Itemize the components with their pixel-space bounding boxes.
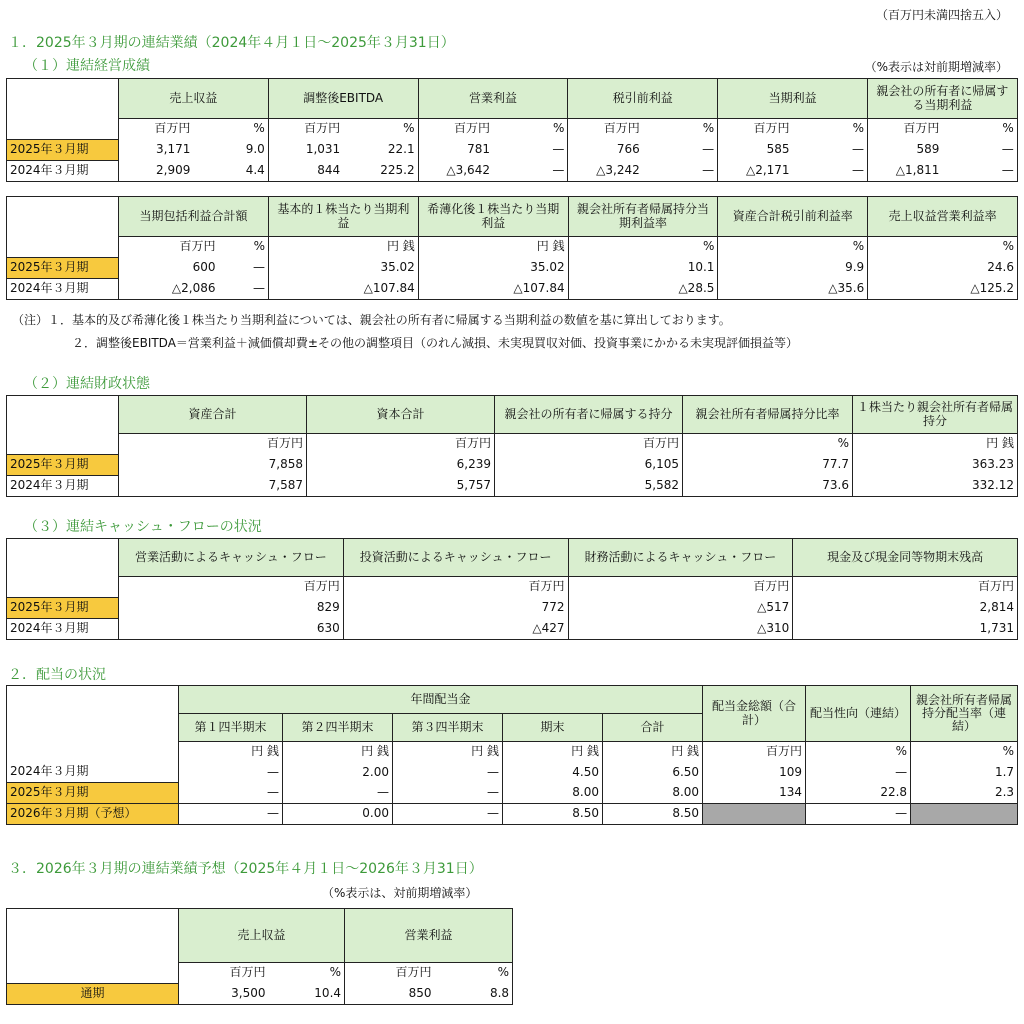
- value-cell: 600: [119, 257, 219, 278]
- value-cell: 8.00: [603, 783, 703, 804]
- value-cell: △125.2: [868, 278, 1018, 299]
- row-label: 通期: [7, 983, 179, 1004]
- header-cell: 基本的１株当たり当期利益: [269, 197, 419, 237]
- header-cell: 売上収益: [119, 79, 269, 119]
- value-cell: 3,500: [179, 983, 269, 1004]
- note-2: ２．調整後EBITDA＝営業利益＋減価償却費±その他の調整項目（のれん減損、未実現買収対価、投資事業にかかる未実現評価損益等）: [72, 336, 798, 350]
- row-label: 2024年３月期: [7, 762, 179, 783]
- sub2-title: （２）連結財政状態: [24, 376, 150, 392]
- value-cell: —: [393, 804, 503, 825]
- header-cell: 第２四半期末: [283, 714, 393, 742]
- value-cell: 225.2: [343, 160, 418, 181]
- header-cell: 売上収益営業利益率: [868, 197, 1018, 237]
- header-cell: 親会社所有者帰属持分配当率（連結）: [911, 686, 1018, 742]
- unit-cell: 円 銭: [503, 742, 603, 763]
- header-cell: 親会社所有者帰属持分当期利益率: [568, 197, 718, 237]
- unit-cell: 百万円: [793, 577, 1018, 598]
- value-cell: —: [806, 762, 911, 783]
- value-cell: —: [179, 804, 283, 825]
- value-cell: 363.23: [853, 454, 1018, 475]
- financial-position-table: [6, 395, 1018, 497]
- forecast-pct-note: （%表示は、対前期増減率）: [322, 886, 478, 900]
- value-cell: —: [793, 160, 868, 181]
- unit-cell: 百万円: [867, 119, 942, 140]
- header-cell: １株当たり親会社所有者帰属持分: [853, 396, 1018, 434]
- value-cell: 134: [703, 783, 806, 804]
- row-label: 2026年３月期（予想）: [7, 804, 179, 825]
- header-cell: 親会社の所有者に帰属する持分: [495, 396, 683, 434]
- value-cell: —: [493, 139, 568, 160]
- unit-cell: %: [868, 237, 1018, 258]
- row-label: 2025年３月期: [7, 454, 119, 475]
- row-label: 2025年３月期: [7, 597, 119, 618]
- value-cell: —: [393, 783, 503, 804]
- value-cell: 772: [343, 597, 568, 618]
- row-label: 2025年３月期: [7, 257, 119, 278]
- forecast-table: [6, 908, 513, 1005]
- annual-dividend-header: 年間配当金: [179, 686, 703, 714]
- unit-cell: %: [435, 963, 513, 984]
- value-cell: 6.50: [603, 762, 703, 783]
- unit-cell: 円 銭: [283, 742, 393, 763]
- value-cell: 8.8: [435, 983, 513, 1004]
- row-label: 2024年３月期: [7, 160, 119, 181]
- unit-cell: 円 銭: [418, 237, 568, 258]
- value-cell: —: [793, 139, 868, 160]
- value-cell: △107.84: [269, 278, 419, 299]
- pct-note: （%表示は対前期増減率）: [864, 60, 1008, 74]
- header-cell: 財務活動によるキャッシュ・フロー: [568, 539, 793, 577]
- value-cell: 6,239: [307, 454, 495, 475]
- sub3-title: （３）連結キャッシュ・フローの状況: [24, 519, 262, 535]
- row-label: 2025年３月期: [7, 783, 179, 804]
- value-cell: —: [283, 783, 393, 804]
- header-cell: 資本合計: [307, 396, 495, 434]
- value-cell: 7,587: [119, 475, 307, 496]
- value-cell: —: [942, 139, 1017, 160]
- header-cell: 合計: [603, 714, 703, 742]
- value-cell: 2.00: [283, 762, 393, 783]
- value-cell: 5,757: [307, 475, 495, 496]
- value-cell: 4.4: [193, 160, 268, 181]
- header-cell: 調整後EBITDA: [268, 79, 418, 119]
- value-cell: 8.00: [503, 783, 603, 804]
- value-cell: 22.8: [806, 783, 911, 804]
- header-cell: 希薄化後１株当たり当期利益: [418, 197, 568, 237]
- unit-cell: 百万円: [345, 963, 435, 984]
- header-cell: 営業利益: [418, 79, 568, 119]
- comprehensive-income-table: [6, 196, 1018, 300]
- header-cell: 親会社の所有者に帰属する当期利益: [867, 79, 1017, 119]
- unit-cell: %: [493, 119, 568, 140]
- row-label: 2025年３月期: [7, 139, 119, 160]
- value-cell: 2,814: [793, 597, 1018, 618]
- header-cell: 第３四半期末: [393, 714, 503, 742]
- unit-cell: 百万円: [568, 577, 793, 598]
- value-cell: 6,105: [495, 454, 683, 475]
- value-cell: △3,642: [418, 160, 493, 181]
- value-cell: 589: [867, 139, 942, 160]
- unit-cell: %: [793, 119, 868, 140]
- value-cell: 781: [418, 139, 493, 160]
- unit-cell: 百万円: [119, 434, 307, 455]
- unit-cell: %: [643, 119, 718, 140]
- value-cell: 0.00: [283, 804, 393, 825]
- value-cell: 850: [345, 983, 435, 1004]
- value-cell: 630: [119, 618, 344, 639]
- section2-title: ２．配当の状況: [8, 667, 106, 683]
- value-cell: △28.5: [568, 278, 718, 299]
- unit-cell: 百万円: [495, 434, 683, 455]
- dividends-table: [6, 685, 1018, 825]
- note-1: （注）１．基本的及び希薄化後１株当たり当期利益については、親会社の所有者に帰属する当期利益の数値を基に算出しております。: [12, 313, 731, 327]
- header-cell: 売上収益: [179, 909, 345, 963]
- header-cell: 投資活動によるキャッシュ・フロー: [343, 539, 568, 577]
- empty-gray-cell: [703, 804, 806, 825]
- value-cell: △2,171: [718, 160, 793, 181]
- value-cell: 2.3: [911, 783, 1018, 804]
- value-cell: —: [179, 762, 283, 783]
- unit-cell: 百万円: [307, 434, 495, 455]
- value-cell: △107.84: [418, 278, 568, 299]
- sub1-title: （１）連結経営成績: [24, 58, 150, 74]
- unit-cell: 百万円: [718, 119, 793, 140]
- value-cell: 1,031: [268, 139, 343, 160]
- value-cell: 1.7: [911, 762, 1018, 783]
- unit-cell: 円 銭: [269, 237, 419, 258]
- unit-cell: 百万円: [179, 963, 269, 984]
- row-label: 2024年３月期: [7, 475, 119, 496]
- value-cell: —: [643, 139, 718, 160]
- value-cell: 35.02: [418, 257, 568, 278]
- value-cell: 73.6: [683, 475, 853, 496]
- value-cell: △427: [343, 618, 568, 639]
- value-cell: 829: [119, 597, 344, 618]
- value-cell: —: [219, 257, 269, 278]
- value-cell: 8.50: [603, 804, 703, 825]
- header-cell: 当期包括利益合計額: [119, 197, 269, 237]
- value-cell: 109: [703, 762, 806, 783]
- header-cell: 配当金総額（合計）: [703, 686, 806, 742]
- unit-cell: %: [568, 237, 718, 258]
- unit-cell: 百万円: [119, 119, 194, 140]
- value-cell: △3,242: [568, 160, 643, 181]
- header-cell: 現金及び現金同等物期末残高: [793, 539, 1018, 577]
- unit-cell: 百万円: [268, 119, 343, 140]
- unit-cell: 百万円: [119, 237, 219, 258]
- value-cell: —: [493, 160, 568, 181]
- unit-cell: %: [911, 742, 1018, 763]
- value-cell: 77.7: [683, 454, 853, 475]
- section3-title: ３．2026年３月期の連結業績予想（2025年４月１日～2026年３月31日）: [8, 861, 483, 877]
- corner-cell: [7, 79, 119, 119]
- value-cell: 10.4: [269, 983, 345, 1004]
- unit-cell: 円 銭: [179, 742, 283, 763]
- unit-cell: %: [343, 119, 418, 140]
- value-cell: 7,858: [119, 454, 307, 475]
- unit-cell: 円 銭: [603, 742, 703, 763]
- row-label: 2024年３月期: [7, 618, 119, 639]
- value-cell: 22.1: [343, 139, 418, 160]
- section1-title: １．2025年３月期の連結業績（2024年４月１日～2025年３月31日）: [8, 35, 455, 51]
- value-cell: 766: [568, 139, 643, 160]
- unit-cell: %: [193, 119, 268, 140]
- unit-cell: %: [806, 742, 911, 763]
- value-cell: △35.6: [718, 278, 868, 299]
- value-cell: —: [806, 804, 911, 825]
- empty-gray-cell: [911, 804, 1018, 825]
- header-cell: 営業利益: [345, 909, 513, 963]
- header-cell: 期末: [503, 714, 603, 742]
- header-cell: 親会社所有者帰属持分比率: [683, 396, 853, 434]
- unit-note: （百万円未満四捨五入）: [875, 8, 1008, 22]
- value-cell: △1,811: [867, 160, 942, 181]
- cash-flow-table: [6, 538, 1018, 640]
- value-cell: △517: [568, 597, 793, 618]
- unit-cell: 円 銭: [393, 742, 503, 763]
- operating-results-table: [6, 78, 1018, 182]
- value-cell: 1,731: [793, 618, 1018, 639]
- value-cell: —: [219, 278, 269, 299]
- value-cell: 9.9: [718, 257, 868, 278]
- value-cell: —: [942, 160, 1017, 181]
- value-cell: 2,909: [119, 160, 194, 181]
- unit-cell: 百万円: [119, 577, 344, 598]
- value-cell: 585: [718, 139, 793, 160]
- unit-cell: %: [942, 119, 1017, 140]
- unit-cell: %: [269, 963, 345, 984]
- unit-cell: %: [683, 434, 853, 455]
- unit-cell: 百万円: [343, 577, 568, 598]
- header-cell: 税引前利益: [568, 79, 718, 119]
- value-cell: 5,582: [495, 475, 683, 496]
- value-cell: 844: [268, 160, 343, 181]
- value-cell: —: [643, 160, 718, 181]
- row-label: 2024年３月期: [7, 278, 119, 299]
- value-cell: 3,171: [119, 139, 194, 160]
- unit-cell: %: [718, 237, 868, 258]
- unit-cell: 百万円: [703, 742, 806, 763]
- unit-cell: %: [219, 237, 269, 258]
- value-cell: △2,086: [119, 278, 219, 299]
- header-cell: 営業活動によるキャッシュ・フロー: [119, 539, 344, 577]
- header-cell: 配当性向（連結）: [806, 686, 911, 742]
- value-cell: 8.50: [503, 804, 603, 825]
- value-cell: 4.50: [503, 762, 603, 783]
- value-cell: 332.12: [853, 475, 1018, 496]
- unit-cell: 円 銭: [853, 434, 1018, 455]
- unit-cell: 百万円: [418, 119, 493, 140]
- value-cell: 35.02: [269, 257, 419, 278]
- value-cell: △310: [568, 618, 793, 639]
- value-cell: 10.1: [568, 257, 718, 278]
- header-cell: 当期利益: [718, 79, 868, 119]
- unit-cell: 百万円: [568, 119, 643, 140]
- value-cell: 9.0: [193, 139, 268, 160]
- header-cell: 第１四半期末: [179, 714, 283, 742]
- header-cell: 資産合計: [119, 396, 307, 434]
- header-cell: 資産合計税引前利益率: [718, 197, 868, 237]
- value-cell: 24.6: [868, 257, 1018, 278]
- value-cell: —: [179, 783, 283, 804]
- value-cell: —: [393, 762, 503, 783]
